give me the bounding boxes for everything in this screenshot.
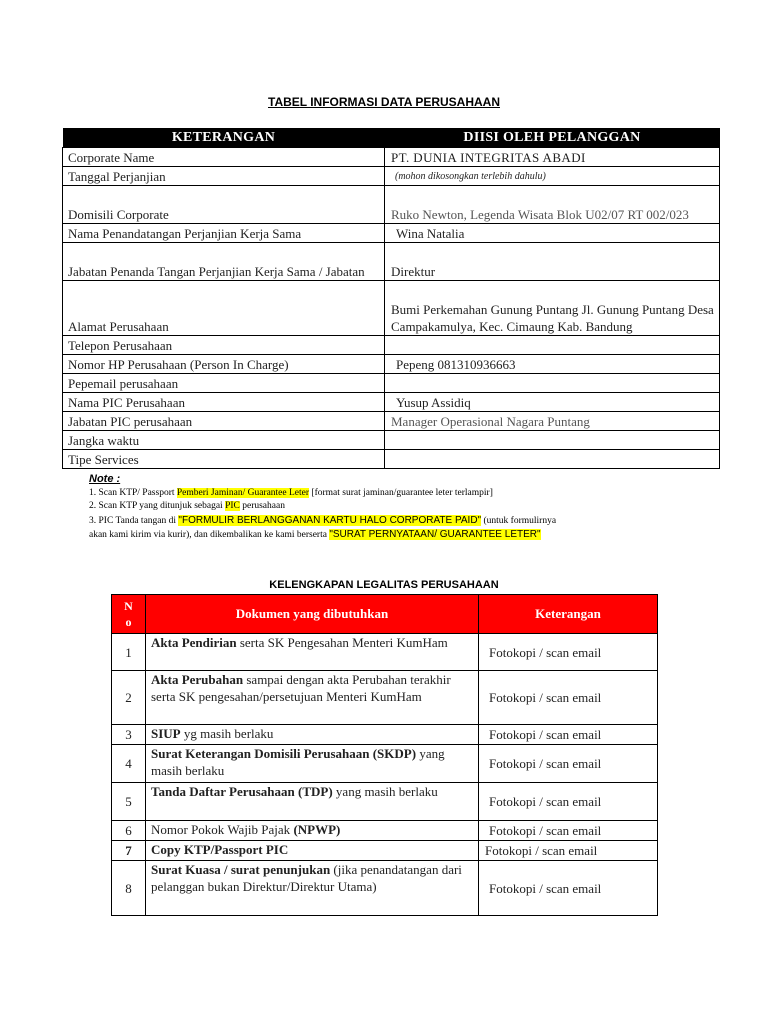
table-row <box>63 281 720 336</box>
table-row <box>63 186 720 224</box>
row-ket: Fotokopi / scan email <box>479 861 658 916</box>
table-row <box>63 167 720 186</box>
row-value: Direktur <box>385 243 720 281</box>
row-value <box>385 431 720 450</box>
table-row <box>63 450 720 469</box>
table-row <box>63 243 720 281</box>
row-doc: Akta Perubahan sampai dengan akta Perubahan terakhir serta SK pengesahan/persetujuan Menteri KumHam <box>146 671 479 725</box>
row-doc: Copy KTP/Passport PIC <box>146 841 479 861</box>
row-value <box>385 450 720 469</box>
row-label: Alamat Perusahaan <box>63 281 385 336</box>
row-value: Manager Operasional Nagara Puntang <box>385 412 720 431</box>
highlight: Pemberi Jaminan/ Guarantee Leter <box>176 487 310 498</box>
row-no: 1 <box>112 634 146 671</box>
table-row <box>112 783 658 821</box>
note-line-1: 1. Scan KTP/ Passport Pemberi Jaminan/ Guarantee Leter [format surat jaminan/guarantee leter terlampir] <box>89 487 493 498</box>
row-no: 3 <box>112 725 146 745</box>
row-label: Jangka waktu <box>63 431 385 450</box>
row-label: Jabatan Penanda Tangan Perjanjian Kerja Sama / Jabatan <box>63 243 385 281</box>
highlight: "SURAT PERNYATAAN/ GUARANTEE LETER" <box>329 529 541 540</box>
row-ket: Fotokopi / scan email <box>479 745 658 783</box>
note-line-4: akan kami kirim via kurir), dan dikembalikan ke kami berserta "SURAT PERNYATAAN/ GUARANTEE LETER" <box>89 529 541 540</box>
table-row <box>63 374 720 393</box>
highlight: PIC <box>225 501 240 511</box>
highlight: "FORMULIR BERLANGGANAN KARTU HALO CORPORATE PAID" <box>178 514 482 526</box>
row-ket: Fotokopi / scan email <box>479 634 658 671</box>
company-info-table <box>62 128 720 469</box>
row-doc: Surat Keterangan Domisili Perusahaan (SKDP) yang masih berlaku <box>146 745 479 783</box>
header-no: N o <box>112 595 146 634</box>
row-doc: SIUP yg masih berlaku <box>146 725 479 745</box>
table-row <box>63 355 720 374</box>
row-ket: Fotokopi / scan email <box>479 821 658 841</box>
legal-header-row <box>112 595 658 634</box>
row-no: 8 <box>112 861 146 916</box>
row-doc: Tanda Daftar Perusahaan (TDP) yang masih berlaku <box>146 783 479 821</box>
table-row <box>63 431 720 450</box>
row-ket: Fotokopi / scan email <box>479 783 658 821</box>
row-label: Pepemail perusahaan <box>63 374 385 393</box>
table-row <box>112 725 658 745</box>
row-doc: Surat Kuasa / surat penunjukan (jika penandatangan dari pelanggan bukan Direktur/Direktur Utama) <box>146 861 479 916</box>
row-doc: Nomor Pokok Wajib Pajak (NPWP) <box>146 821 479 841</box>
row-label: Tanggal Perjanjian <box>63 167 385 186</box>
row-ket: Fotokopi / scan email <box>479 841 658 861</box>
table-row <box>63 393 720 412</box>
header-ket: Keterangan <box>479 595 658 634</box>
table-row <box>112 861 658 916</box>
header-diisi: DIISI OLEH PELANGGAN <box>385 128 720 148</box>
row-ket: Fotokopi / scan email <box>479 725 658 745</box>
row-no: 5 <box>112 783 146 821</box>
header-keterangan: KETERANGAN <box>63 128 385 148</box>
header-doc: Dokumen yang dibutuhkan <box>146 595 479 634</box>
table-row <box>112 634 658 671</box>
info-header-row <box>63 128 720 148</box>
row-value: Yusup Assidiq <box>385 393 720 412</box>
table-row <box>63 224 720 243</box>
row-value <box>385 374 720 393</box>
table-row <box>112 841 658 861</box>
legal-documents-table <box>111 594 658 916</box>
row-value: (mohon dikosongkan terlebih dahulu) <box>385 167 720 186</box>
table-row <box>112 745 658 783</box>
row-label: Jabatan PIC perusahaan <box>63 412 385 431</box>
row-value: PT. DUNIA INTEGRITAS ABADI <box>385 148 720 167</box>
row-no: 6 <box>112 821 146 841</box>
row-label: Domisili Corporate <box>63 186 385 224</box>
row-value: Ruko Newton, Legenda Wisata Blok U02/07 RT 002/023 <box>385 186 720 224</box>
row-doc: Akta Pendirian serta SK Pengesahan Menteri KumHam <box>146 634 479 671</box>
row-label: Corporate Name <box>63 148 385 167</box>
row-no: 4 <box>112 745 146 783</box>
row-label: Nama PIC Perusahaan <box>63 393 385 412</box>
note-line-2: 2. Scan KTP yang ditunjuk sebagai PIC perusahaan <box>89 501 285 511</box>
row-label: Tipe Services <box>63 450 385 469</box>
row-label: Nama Penandatangan Perjanjian Kerja Sama <box>63 224 385 243</box>
table-row <box>63 148 720 167</box>
row-value: Bumi Perkemahan Gunung Puntang Jl. Gunung Puntang Desa Campakamulya, Kec. Cimaung Kab. Bandung <box>385 281 720 336</box>
table-row <box>63 412 720 431</box>
table-row <box>112 821 658 841</box>
notes-block <box>89 473 689 543</box>
row-value <box>385 336 720 355</box>
row-ket: Fotokopi / scan email <box>479 671 658 725</box>
table-row <box>63 336 720 355</box>
note-line-3: 3. PIC Tanda tangan di "FORMULIR BERLANGGANAN KARTU HALO CORPORATE PAID" (untuk formulirnya <box>89 514 557 526</box>
legal-title: KELENGKAPAN LEGALITAS PERUSAHAAN <box>269 579 499 591</box>
row-value: Pepeng 081310936663 <box>385 355 720 374</box>
page-title: TABEL INFORMASI DATA PERUSAHAAN <box>268 95 500 109</box>
row-label: Nomor HP Perusahaan (Person In Charge) <box>63 355 385 374</box>
row-no: 7 <box>112 841 146 861</box>
table-row <box>112 671 658 725</box>
note-title: Note : <box>89 473 121 485</box>
row-value: Wina Natalia <box>385 224 720 243</box>
row-label: Telepon Perusahaan <box>63 336 385 355</box>
row-no: 2 <box>112 671 146 725</box>
